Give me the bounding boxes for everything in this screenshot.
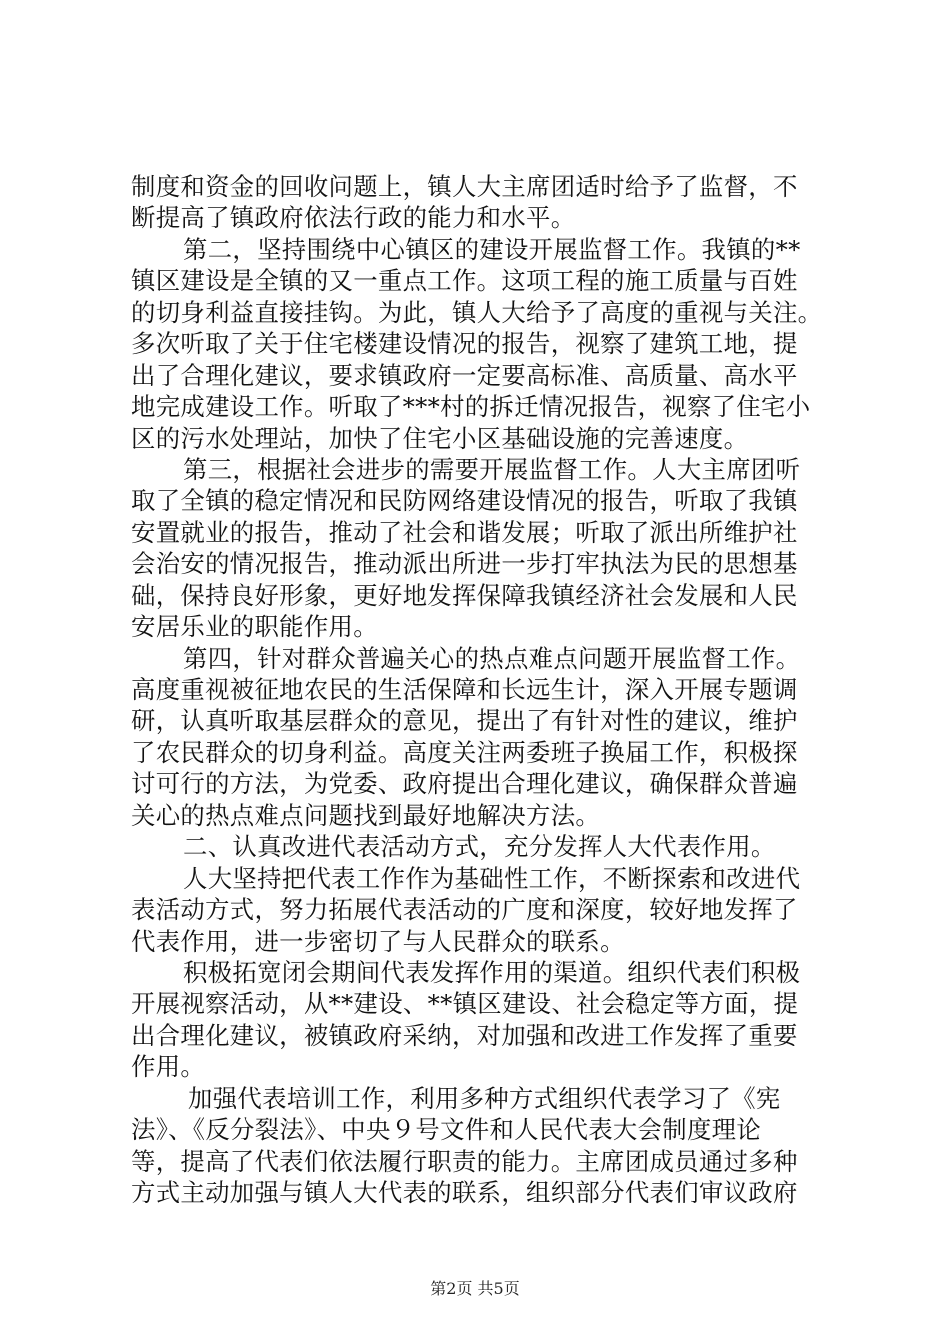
text-line: 人大坚持把代表工作作为基础性工作，不断探索和改进代	[183, 863, 801, 893]
text-line: 安居乐业的职能作用。	[131, 612, 378, 642]
text-line: 方式主动加强与镇人大代表的联系，组织部分代表们审议政府	[131, 1178, 798, 1207]
text-line: 地完成建设工作。听取了***村的拆迁情况报告，视察了住宅小	[131, 392, 811, 422]
text-line: 出合理化建议，被镇政府采纳，对加强和改进工作发挥了重要	[131, 1020, 798, 1050]
document-body	[131, 171, 831, 1208]
text-line: 第二，坚持围绕中心镇区的建设开展监督工作。我镇的**	[183, 234, 801, 264]
text-line: 制度和资金的回收问题上，镇人大主席团适时给予了监督，不	[131, 172, 798, 201]
text-line: 积极拓宽闭会期间代表发挥作用的渠道。组织代表们积极	[183, 957, 801, 987]
text-line: 断提高了镇政府依法行政的能力和水平。	[131, 203, 576, 233]
text-line: 开展视察活动，从**建设、**镇区建设、社会稳定等方面，提	[131, 989, 799, 1019]
text-line: 讨可行的方法，为党委、政府提出合理化建议，确保群众普遍	[131, 769, 798, 799]
text-line: 第三，根据社会进步的需要开展监督工作。人大主席团听	[183, 454, 801, 484]
text-line: 研，认真听取基层群众的意见，提出了有针对性的建议，维护	[131, 706, 798, 736]
text-line: 会治安的情况报告，推动派出所进一步打牢执法为民的思想基	[131, 549, 798, 579]
text-line: 镇区建设是全镇的又一重点工作。这项工程的施工质量与百姓	[131, 266, 798, 296]
text-line: 法》、《反分裂法》、中央９号文件和人民代表大会制度理论	[131, 1115, 762, 1145]
text-line: 第四，针对群众普遍关心的热点难点问题开展监督工作。	[183, 643, 801, 673]
page-number-footer: 第2页 共5页	[430, 1279, 520, 1298]
text-line: 取了全镇的稳定情况和民防网络建设情况的报告，听取了我镇	[131, 486, 798, 516]
text-line: 础，保持良好形象，更好地发挥保障我镇经济社会发展和人民	[131, 580, 798, 610]
text-line: 关心的热点难点问题找到最好地解决方法。	[131, 800, 601, 830]
text-line: 代表作用，进一步密切了与人民群众的联系。	[131, 926, 625, 956]
text-line: 安置就业的报告，推动了社会和谐发展；听取了派出所维护社	[131, 517, 798, 547]
text-line: 高度重视被征地农民的生活保障和长远生计，深入开展专题调	[131, 675, 798, 704]
section-heading: 二、认真改进代表活动方式，充分发挥人大代表作用。	[183, 832, 776, 862]
text-line: 加强代表培训工作，利用多种方式组织代表学习了《宪	[188, 1083, 781, 1113]
text-line: 表活动方式，努力拓展代表活动的广度和深度，较好地发挥了	[131, 895, 798, 925]
text-line: 的切身利益直接挂钩。为此，镇人大给予了高度的重视与关注。	[131, 297, 823, 327]
text-line: 多次听取了关于住宅楼建设情况的报告，视察了建筑工地，提	[131, 329, 798, 359]
text-line: 了农民群众的切身利益。高度关注两委班子换届工作，积极探	[131, 737, 798, 767]
text-line: 出了合理化建议，要求镇政府一定要高标准、高质量、高水平	[131, 360, 798, 390]
text-line: 区的污水处理站，加快了住宅小区基础设施的完善速度。	[131, 423, 749, 453]
text-line: 作用。	[131, 1052, 206, 1082]
text-line: 等，提高了代表们依法履行职责的能力。主席团成员通过多种	[131, 1146, 798, 1176]
